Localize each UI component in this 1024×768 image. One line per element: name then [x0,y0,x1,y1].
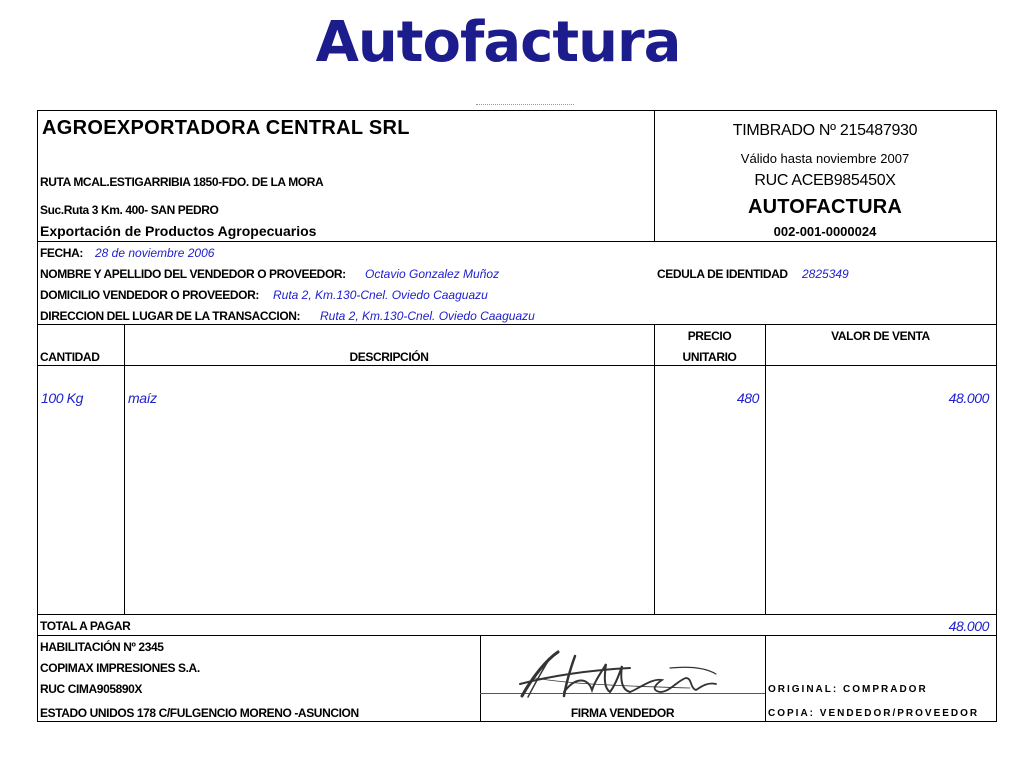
habilitacion: HABILITACIÓN Nº 2345 [40,640,164,654]
nombre-label: NOMBRE Y APELLIDO DEL VENDEDOR O PROVEEDOR: [40,267,346,281]
header-unitario: UNITARIO [682,350,737,364]
domicilio-label: DOMICILIO VENDEDOR O PROVEEDOR: [40,288,259,302]
fecha-label: FECHA: [40,246,83,260]
total-value: 48.000 [948,618,989,634]
printer-ruc: RUC CIMA905890X [40,682,143,696]
cedula-label: CEDULA DE IDENTIDAD [657,267,788,281]
invoice-number: 002-001-0000024 [773,224,877,239]
row-cantidad: 100 Kg [41,390,83,406]
direccion-label: DIRECCION DEL LUGAR DE LA TRANSACCION: [40,309,301,323]
valid-until: Válido hasta noviembre 2007 [740,151,910,166]
fecha-value: 28 de noviembre 2006 [95,246,215,260]
ruc-number: RUC ACEB985450X [754,172,896,189]
seller-copy: COPIA: VENDEDOR/PROVEEDOR [768,708,980,719]
domicilio-value: Ruta 2, Km.130-Cnel. Oviedo Caaguazu [273,288,488,302]
firma-label: FIRMA VENDEDOR [570,706,675,720]
header-descripcion: DESCRIPCIÓN [349,350,429,364]
cedula-value: 2825349 [802,267,849,281]
header-valor: VALOR DE VENTA [831,329,930,343]
row-descripcion: maíz [128,390,157,406]
direccion-value: Ruta 2, Km.130-Cnel. Oviedo Caaguazu [320,309,535,323]
total-label: TOTAL A PAGAR [40,619,131,633]
signature-icon [480,648,765,700]
timbrado-number: TIMBRADO Nº 215487930 [732,122,918,139]
row-valor: 48.000 [948,390,989,406]
nombre-value: Octavio Gonzalez Muñoz [365,267,500,281]
header-cantidad: CANTIDAD [40,350,100,364]
printer-name: COPIMAX IMPRESIONES S.A. [40,661,200,675]
header-precio: PRECIO [687,329,732,343]
doc-type: AUTOFACTURA [747,196,903,218]
company-activity: Exportación de Productos Agropecuarios [40,223,317,239]
page-title: Autofactura [315,10,681,75]
company-branch: Suc.Ruta 3 Km. 400- SAN PEDRO [40,203,219,217]
dotted-mark [476,104,574,108]
original-copy: ORIGINAL: COMPRADOR [768,684,928,695]
company-name: AGROEXPORTADORA CENTRAL SRL [42,117,410,139]
row-precio: 480 [736,390,759,406]
company-address: RUTA MCAL.ESTIGARRIBIA 1850-FDO. DE LA MORA [40,175,324,189]
printer-address: ESTADO UNIDOS 178 C/FULGENCIO MORENO -ASUNCION [40,706,359,720]
